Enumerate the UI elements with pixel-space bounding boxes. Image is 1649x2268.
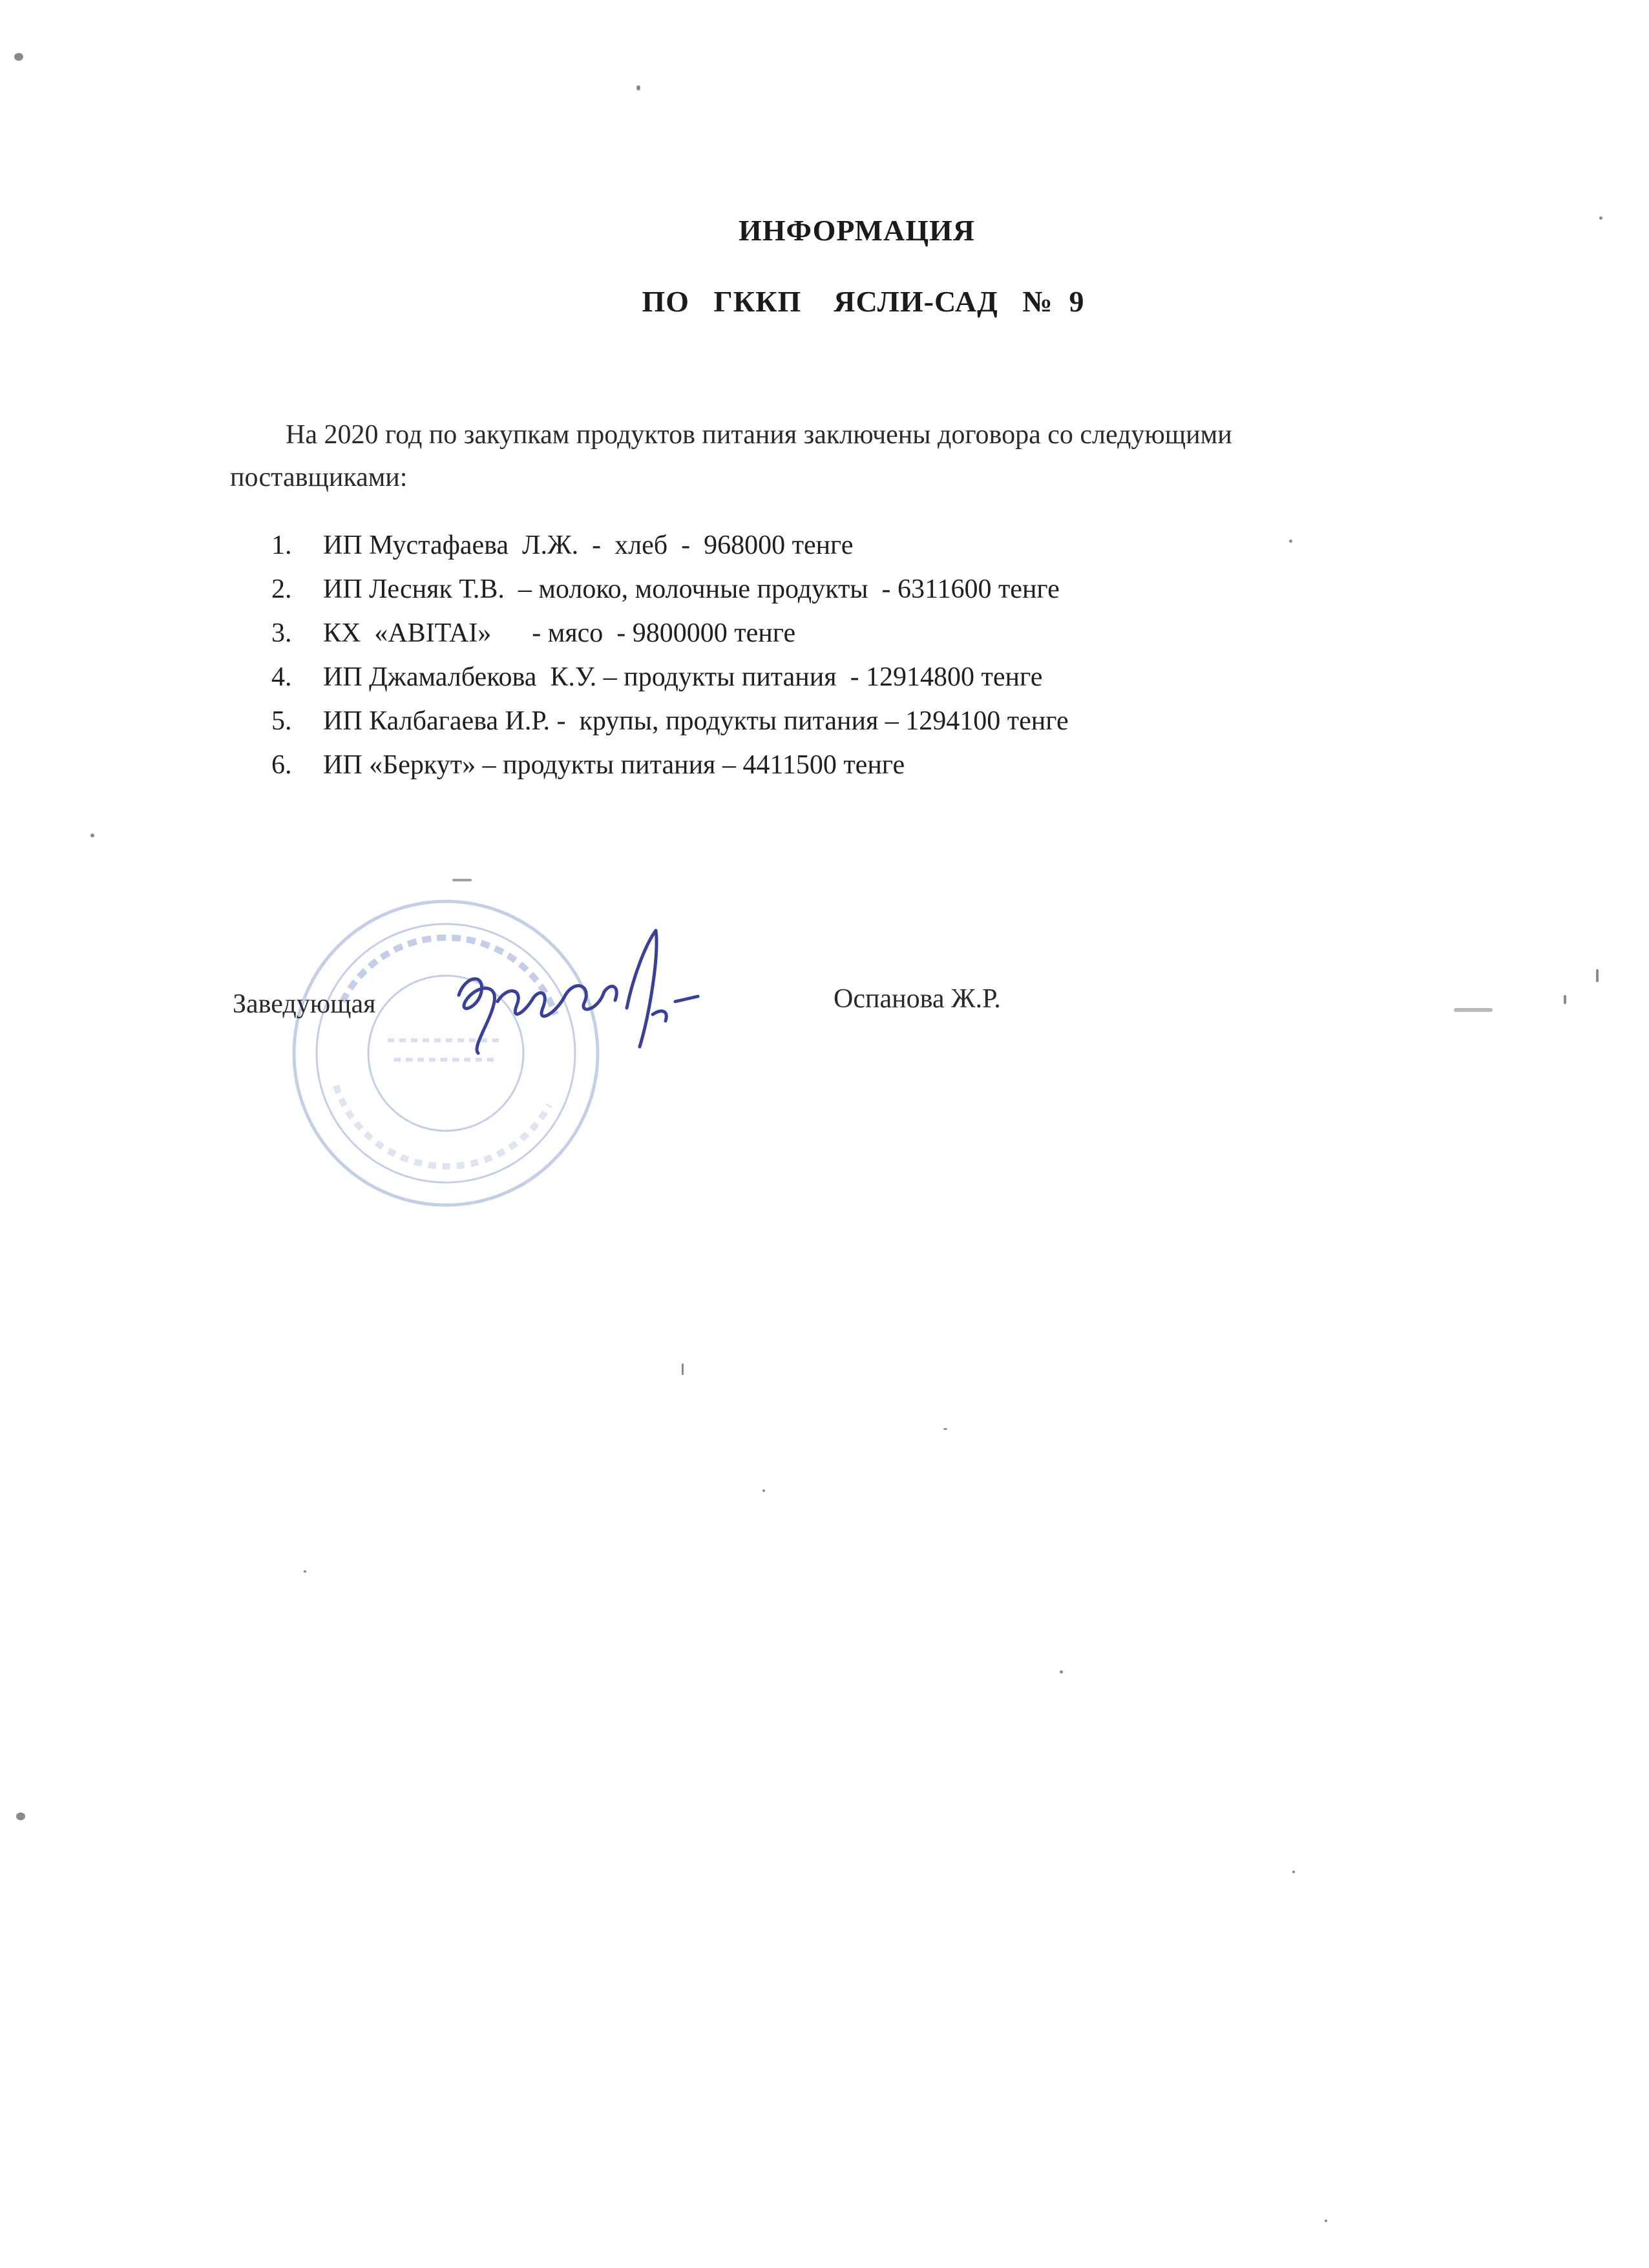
list-item-number: 3. — [271, 618, 292, 648]
list-item-text: ИП Джамалбекова К.У. – продукты питания - 12914800 тенге — [323, 662, 1043, 692]
scan-speck — [90, 834, 94, 837]
signature-icon — [446, 918, 704, 1066]
intro-paragraph — [230, 414, 1393, 499]
scan-speck — [1325, 2220, 1327, 2222]
scan-speck — [1289, 540, 1292, 543]
list-item-number: 5. — [271, 706, 292, 736]
scan-speck — [14, 53, 23, 61]
list-item-number: 4. — [271, 662, 292, 692]
signatory-name: Оспанова Ж.Р. — [834, 984, 1001, 1014]
list-item-number: 6. — [271, 750, 292, 780]
scan-speck — [452, 879, 472, 881]
list-item — [271, 743, 1069, 787]
document-title: ИНФОРМАЦИЯ — [738, 214, 976, 247]
signatory-role: Заведующая — [233, 989, 376, 1019]
list-item — [271, 567, 1069, 611]
scan-speck — [1060, 1670, 1063, 1674]
intro-text: На 2020 год по закупкам продуктов питания заключены договора со следующими поставщиками: — [230, 420, 1232, 492]
list-item-text: ИП «Беркут» – продукты питания – 4411500 тенге — [323, 750, 905, 780]
scan-speck — [1599, 216, 1602, 220]
list-item-text: КХ «ABITAI» - мясо - 9800000 тенге — [323, 618, 796, 648]
list-item-text: ИП Калбагаева И.Р. - крупы, продукты питания – 1294100 тенге — [323, 706, 1069, 736]
scan-speck — [762, 1489, 765, 1492]
document-subtitle: ПО ГККП ЯСЛИ-САД № 9 — [642, 285, 1085, 318]
list-item-text: ИП Мустафаева Л.Ж. - хлеб - 968000 тенге — [323, 530, 854, 560]
supplier-list — [271, 523, 1069, 787]
scan-speck — [1596, 969, 1599, 982]
scan-speck — [1292, 1871, 1295, 1873]
list-item-number: 1. — [271, 530, 292, 560]
list-item-text: ИП Лесняк Т.В. – молоко, молочные продукты - 6311600 тенге — [323, 574, 1060, 604]
scan-speck — [16, 1812, 25, 1820]
list-item-number: 2. — [271, 574, 292, 604]
scan-speck — [1564, 995, 1566, 1004]
scan-speck — [636, 85, 640, 90]
scan-speck — [943, 1428, 947, 1430]
scan-speck — [1454, 1008, 1493, 1012]
list-item — [271, 611, 1069, 655]
scan-speck — [682, 1363, 684, 1375]
list-item — [271, 699, 1069, 743]
scan-speck — [304, 1570, 306, 1573]
list-item — [271, 523, 1069, 567]
list-item — [271, 655, 1069, 699]
